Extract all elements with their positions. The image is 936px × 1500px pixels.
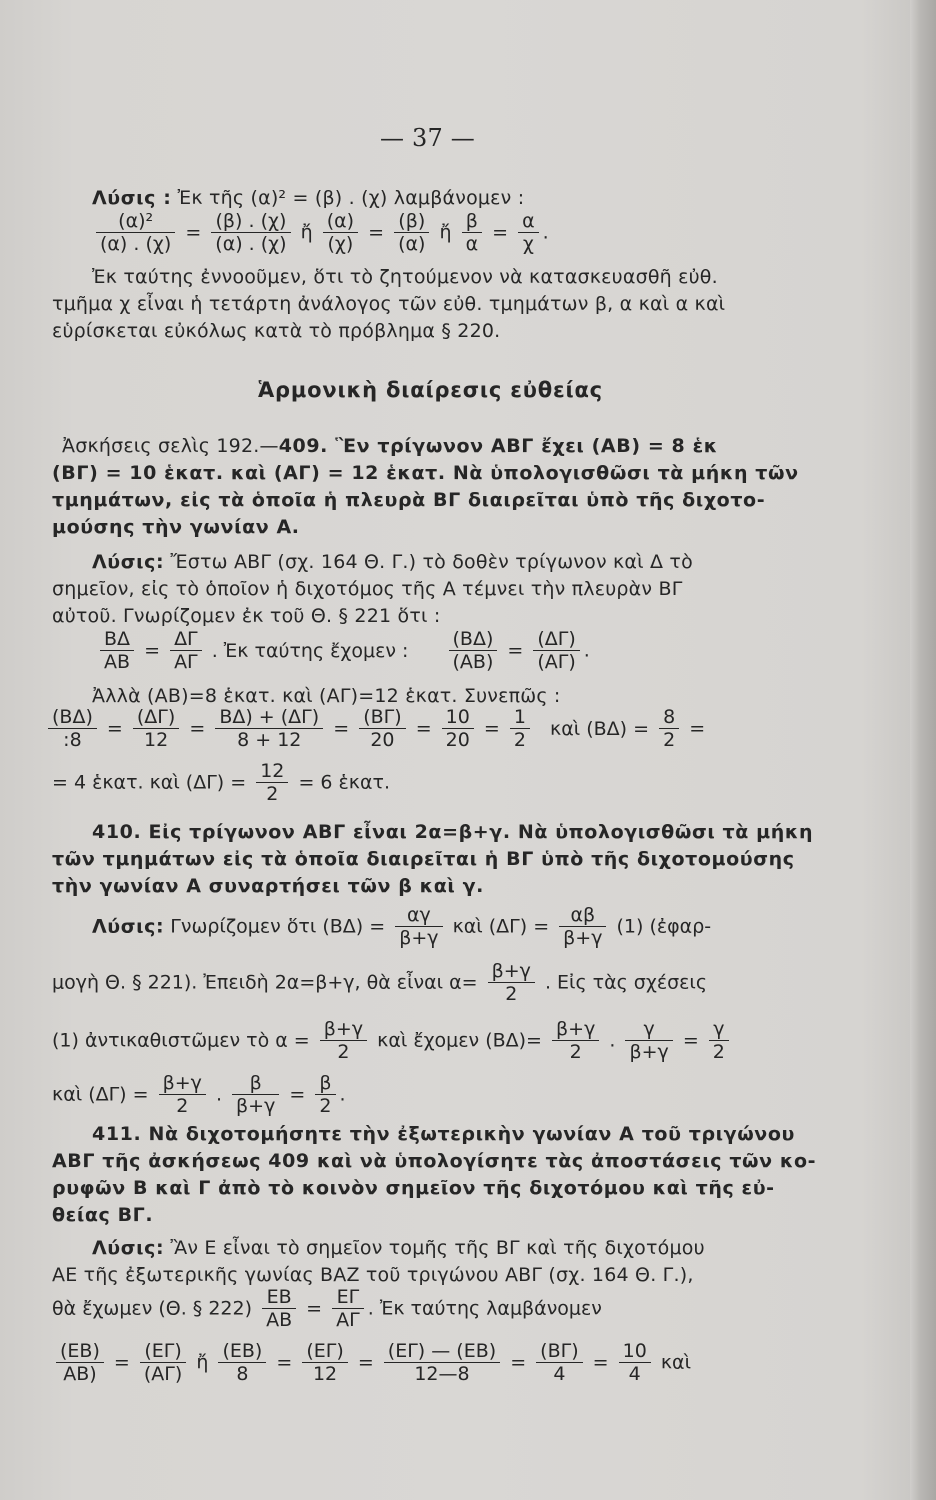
solution-equation: καὶ (ΔΓ) = $\frac{\beta+\gamma}{2}$ . $\frac{\beta}{\beta+\gamma}$ = $\frac{\beta}{2}$ . (52, 1072, 346, 1117)
exercise-410-line: τῶν τμημάτων εἰς τὰ ὁποῖα διαιρεῖται ἡ ΒΓ ὑπὸ τῆς διχοτομούσης (52, 848, 795, 870)
text-line: τμῆμα χ εἶναι ἡ τετάρτη ἀνάλογος τῶν εὐθ. τμημάτων β, α καὶ α καὶ (52, 293, 726, 315)
fraction: $\frac{(E\Gamma) — (EB)}{12—8}$ (384, 1340, 500, 1385)
exercise-411-line: ρυφῶν Β καὶ Γ ἀπὸ τὸ κοινὸν σημεῖον τῆς διχοτόμου καὶ τῆς εὐ- (52, 1177, 775, 1199)
fraction: $\frac{(\beta)}{(\alpha)}$ (394, 210, 429, 255)
page-number: — 37 — (380, 124, 475, 152)
solution-text: Ἐκ τῆς (α)² = (β) . (χ) λαμβάνομεν : (171, 187, 525, 209)
fraction: $\frac{12}{2}$ (256, 760, 288, 805)
fraction: $\frac{\Delta\Gamma}{A\Gamma}$ (170, 628, 202, 673)
fraction: $\frac{(\Delta\Gamma)}{(A\Gamma)}$ (533, 628, 579, 673)
fraction: $\frac{10}{4}$ (619, 1340, 651, 1385)
fraction: $\frac{(B\Gamma)}{4}$ (536, 1340, 582, 1385)
solution-equation: μογὴ Θ. § 221). Ἐπειδὴ 2α=β+γ, θὰ εἶναι α= $\frac{\beta+\gamma}{2}$ . Εἰς τὰς σχέσεις (52, 960, 707, 1005)
fraction: $\frac{\beta}{\beta+\gamma}$ (232, 1072, 279, 1117)
final-equation: $\frac{(EB)}{AB)}$ = $\frac{(E\Gamma)}{(A\Gamma)}$ ἤ $\frac{(EB)}{8}$ = $\frac{(E\Gamma)}{12}$ = $\frac{(E\Gamma) — (EB)}{12—8}$ = $\frac{(B\Gamma)}{4}$ = $\frac{10}{4}$ καὶ (52, 1340, 691, 1385)
exercise-411-line: ΑΒΓ τῆς ἀσκήσεως 409 καὶ νὰ ὑπολογίσητε τὰς ἀποστάσεις τῶν κο- (52, 1150, 817, 1172)
exercise-411-line: θείας ΒΓ. (52, 1204, 154, 1226)
fraction: $\frac{(E\Gamma)}{12}$ (302, 1340, 347, 1385)
fraction: $\frac{\gamma}{\beta+\gamma}$ (625, 1018, 672, 1063)
solution-equation: θὰ ἔχωμεν (Θ. § 222) $\frac{EB}{AB}$ = $\frac{E\Gamma}{A\Gamma}$ . Ἐκ ταύτης λαμβάνομεν (52, 1286, 602, 1331)
solution-equation: Λύσις: Γνωρίζομεν ὅτι (ΒΔ) = $\frac{\alpha\gamma}{\beta+\gamma}$ καὶ (ΔΓ) = $\frac{\alpha\beta}{\beta+\gamma}$ (1) (ἐφαρ- (92, 904, 712, 949)
exercise-409-line: τμημάτων, εἰς τὰ ὁποῖα ἡ πλευρὰ ΒΓ διαιρεῖται ὑπὸ τῆς διχοτο- (52, 489, 766, 511)
fraction: $\frac{B\Delta}{AB}$ (100, 628, 134, 673)
text-line: Ἐκ ταύτης ἐννοοῦμεν, ὅτι τὸ ζητούμενον νὰ κατασκευασθῆ εὐθ. (92, 266, 718, 288)
fraction: $\frac{8}{2}$ (659, 706, 679, 751)
solution-line: Ἀλλὰ (ΑΒ)=8 ἑκατ. καὶ (ΑΓ)=12 ἑκατ. Συνεπῶς : (92, 685, 561, 707)
fraction: $\frac{(EB)}{8}$ (218, 1340, 266, 1385)
fraction: $\frac{\alpha\gamma}{\beta+\gamma}$ (395, 904, 442, 949)
fraction: $\frac{(B\Delta)}{:8}$ (48, 706, 97, 751)
fraction: $\frac{\alpha}{\chi}$ (518, 210, 539, 255)
fraction: $\frac{\beta+\gamma}{2}$ (552, 1018, 599, 1063)
solution-label: Λύσις : (92, 187, 172, 209)
computation-equation: $\frac{(B\Delta)}{:8}$ = $\frac{(\Delta\Gamma)}{12}$ = $\frac{B\Delta) + (\Delta\Gamma)}{8 + 12}$ = $\frac{(B\Gamma)}{20}$ = $\frac{10}{20}$ = $\frac{1}{2}$ καὶ (ΒΔ) = $\frac{8}{2}$ = (44, 706, 705, 751)
text-line: εὑρίσκεται εὐκόλως κατὰ τὸ πρόβλημα § 220. (52, 320, 501, 342)
fraction: $\frac{E\Gamma}{A\Gamma}$ (332, 1286, 364, 1331)
solution-line: Λύσις: Ἔστω ΑΒΓ (σχ. 164 Θ. Γ.) τὸ δοθὲν τρίγωνον καὶ Δ τὸ (92, 551, 693, 573)
exercise-411-line: 411. Νὰ διχοτομήσητε τὴν ἐξωτερικὴν γωνίαν Α τοῦ τριγώνου (92, 1123, 795, 1145)
fraction: $\frac{10}{20}$ (442, 706, 474, 751)
fraction: $\frac{(B\Delta)}{(AB)}$ (449, 628, 498, 673)
exercise-409-line: μούσης τὴν γωνίαν Α. (52, 516, 300, 538)
fraction: $\frac{\beta}{2}$ (315, 1072, 335, 1117)
fraction: $\frac{B\Delta) + (\Delta\Gamma)}{8 + 12}$ (215, 706, 323, 751)
exercise-410-line: τὴν γωνίαν Α συναρτήσει τῶν β καὶ γ. (52, 875, 484, 897)
proportion-equation: $\frac{\text{(α)²}}{(\alpha) . (\chi)}$ = $\frac{(\beta) . (\chi)}{(\alpha) . (\chi)}$ ἤ $\frac{(\alpha)}{(\chi)}$ = $\frac{(\beta)}{(\alpha)}$ ἤ $\frac{\beta}{\alpha}$ = $\frac{\alpha}{\chi}$ . (92, 210, 549, 255)
fraction: $\frac{\alpha\beta}{\beta+\gamma}$ (559, 904, 606, 949)
solution-line: σημεῖον, εἰς τὸ ὁποῖον ἡ διχοτόμος τῆς Α τέμνει τὴν πλευρὰν ΒΓ (52, 578, 683, 600)
fraction: $\frac{(\alpha)}{(\chi)}$ (323, 210, 358, 255)
solution-intro-line (92, 186, 524, 210)
result-equation: = 4 ἑκατ. καὶ (ΔΓ) = $\frac{12}{2}$ = 6 ἑκατ. (52, 760, 390, 805)
solution-line: ΑΕ τῆς ἐξωτερικῆς γωνίας ΒΑΖ τοῦ τριγώνου ΑΒΓ (σχ. 164 Θ. Γ.), (52, 1264, 694, 1286)
fraction: $\frac{\beta}{\alpha}$ (462, 210, 483, 255)
exercise-410-line: 410. Εἰς τρίγωνον ΑΒΓ εἶναι 2α=β+γ. Νὰ ὑπολογισθῶσι τὰ μήκη (92, 821, 814, 843)
solution-equation: (1) ἀντικαθιστῶμεν τὸ α = $\frac{\beta+\gamma}{2}$ καὶ ἔχομεν (ΒΔ)= $\frac{\beta+\gamma}{2}$ . $\frac{\gamma}{\beta+\gamma}$ = $\frac{\gamma}{2}$ (52, 1018, 733, 1063)
page-edge (910, 0, 936, 1500)
section-heading: Ἁρμονικὴ διαίρεσις εὐθείας (258, 378, 603, 402)
fraction: $\frac{\beta+\gamma}{2}$ (488, 960, 535, 1005)
fraction: $\frac{(\Delta\Gamma)}{12}$ (133, 706, 179, 751)
fraction: $\frac{\gamma}{2}$ (709, 1018, 729, 1063)
fraction: $\frac{(B\Gamma)}{20}$ (359, 706, 405, 751)
exercise-409-line: (ΒΓ) = 10 ἑκατ. καὶ (ΑΓ) = 12 ἑκατ. Νὰ ὑπολογισθῶσι τὰ μήκη τῶν (52, 462, 799, 484)
fraction: $\frac{(E\Gamma)}{(A\Gamma)}$ (140, 1340, 186, 1385)
fraction: $\frac{(EB)}{AB)}$ (56, 1340, 104, 1385)
fraction: $\frac{EB}{AB}$ (262, 1286, 296, 1331)
fraction: $\frac{\beta+\gamma}{2}$ (159, 1072, 206, 1117)
fraction: $\frac{(\beta) . (\chi)}{(\alpha) . (\chi)}$ (211, 210, 290, 255)
solution-line: Λύσις: Ἂν Ε εἶναι τὸ σημεῖον τομῆς τῆς ΒΓ καὶ τῆς διχοτόμου (92, 1237, 705, 1259)
fraction: $\frac{\beta+\gamma}{2}$ (320, 1018, 367, 1063)
exercise-409-line: Ἀσκήσεις σελὶς 192.—409. Ἓν τρίγωνον ΑΒΓ ἔχει (ΑΒ) = 8 ἑκ (62, 435, 718, 457)
fraction: $\frac{1}{2}$ (510, 706, 530, 751)
solution-line: αὐτοῦ. Γνωρίζομεν ἐκ τοῦ Θ. § 221 ὅτι : (52, 605, 441, 627)
bisector-theorem-equation: $\frac{B\Delta}{AB}$ = $\frac{\Delta\Gamma}{A\Gamma}$ . Ἐκ ταύτης ἔχομεν : $\frac{(B\Delta)}{(AB)}$ = $\frac{(\Delta\Gamma)}{(A\Gamma)}$ . (96, 628, 590, 673)
fraction: $\frac{\text{(α)²}}{(\alpha) . (\chi)}$ (96, 210, 175, 255)
